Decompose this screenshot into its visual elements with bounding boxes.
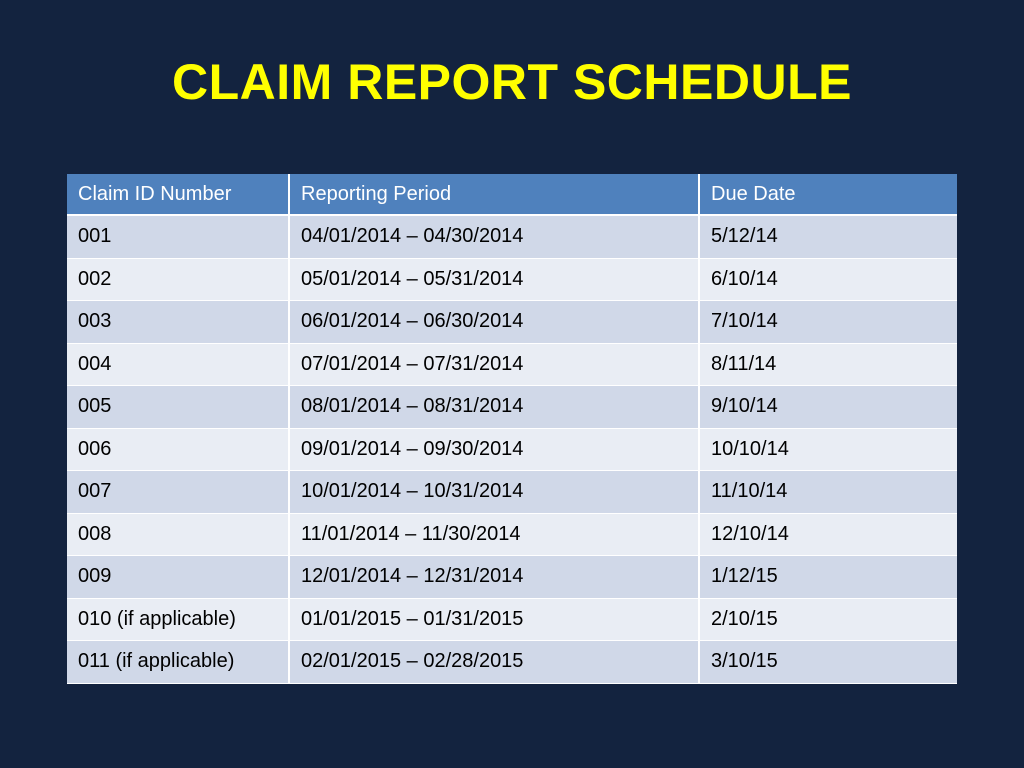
table-body [67, 215, 957, 683]
column-header-reporting-period: Reporting Period [289, 174, 699, 215]
reporting-period-cell: 01/01/2015 – 01/31/2015 [289, 598, 699, 641]
reporting-period-cell: 07/01/2014 – 07/31/2014 [289, 343, 699, 386]
reporting-period-cell: 11/01/2014 – 11/30/2014 [289, 513, 699, 556]
table-row [67, 471, 957, 514]
due-date-cell: 12/10/14 [699, 513, 957, 556]
table-row [67, 343, 957, 386]
reporting-period-cell: 10/01/2014 – 10/31/2014 [289, 471, 699, 514]
page-title: CLAIM REPORT SCHEDULE [172, 54, 852, 110]
claim-id-cell: 009 [67, 556, 289, 599]
due-date-cell: 11/10/14 [699, 471, 957, 514]
table-row [67, 386, 957, 429]
claim-id-cell: 006 [67, 428, 289, 471]
reporting-period-cell: 02/01/2015 – 02/28/2015 [289, 641, 699, 684]
claim-id-cell: 002 [67, 258, 289, 301]
reporting-period-cell: 09/01/2014 – 09/30/2014 [289, 428, 699, 471]
claim-id-cell: 003 [67, 301, 289, 344]
claim-id-cell: 005 [67, 386, 289, 429]
due-date-cell: 3/10/15 [699, 641, 957, 684]
claim-schedule-table-container [67, 174, 957, 684]
table-row [67, 598, 957, 641]
reporting-period-cell: 08/01/2014 – 08/31/2014 [289, 386, 699, 429]
table-row [67, 556, 957, 599]
due-date-cell: 5/12/14 [699, 215, 957, 258]
due-date-cell: 6/10/14 [699, 258, 957, 301]
table-header-row [67, 174, 957, 215]
due-date-cell: 9/10/14 [699, 386, 957, 429]
reporting-period-cell: 12/01/2014 – 12/31/2014 [289, 556, 699, 599]
claim-id-cell: 008 [67, 513, 289, 556]
table-row [67, 428, 957, 471]
claim-id-cell: 011 (if applicable) [67, 641, 289, 684]
due-date-cell: 7/10/14 [699, 301, 957, 344]
due-date-cell: 1/12/15 [699, 556, 957, 599]
due-date-cell: 8/11/14 [699, 343, 957, 386]
table-row [67, 258, 957, 301]
table-row [67, 301, 957, 344]
column-header-claim-id: Claim ID Number [67, 174, 289, 215]
table-row [67, 641, 957, 684]
claim-id-cell: 007 [67, 471, 289, 514]
reporting-period-cell: 06/01/2014 – 06/30/2014 [289, 301, 699, 344]
table-row [67, 513, 957, 556]
claim-id-cell: 001 [67, 215, 289, 258]
reporting-period-cell: 04/01/2014 – 04/30/2014 [289, 215, 699, 258]
due-date-cell: 2/10/15 [699, 598, 957, 641]
column-header-due-date: Due Date [699, 174, 957, 215]
claim-id-cell: 004 [67, 343, 289, 386]
reporting-period-cell: 05/01/2014 – 05/31/2014 [289, 258, 699, 301]
due-date-cell: 10/10/14 [699, 428, 957, 471]
claim-id-cell: 010 (if applicable) [67, 598, 289, 641]
table-row [67, 215, 957, 258]
claim-schedule-table [67, 174, 957, 684]
